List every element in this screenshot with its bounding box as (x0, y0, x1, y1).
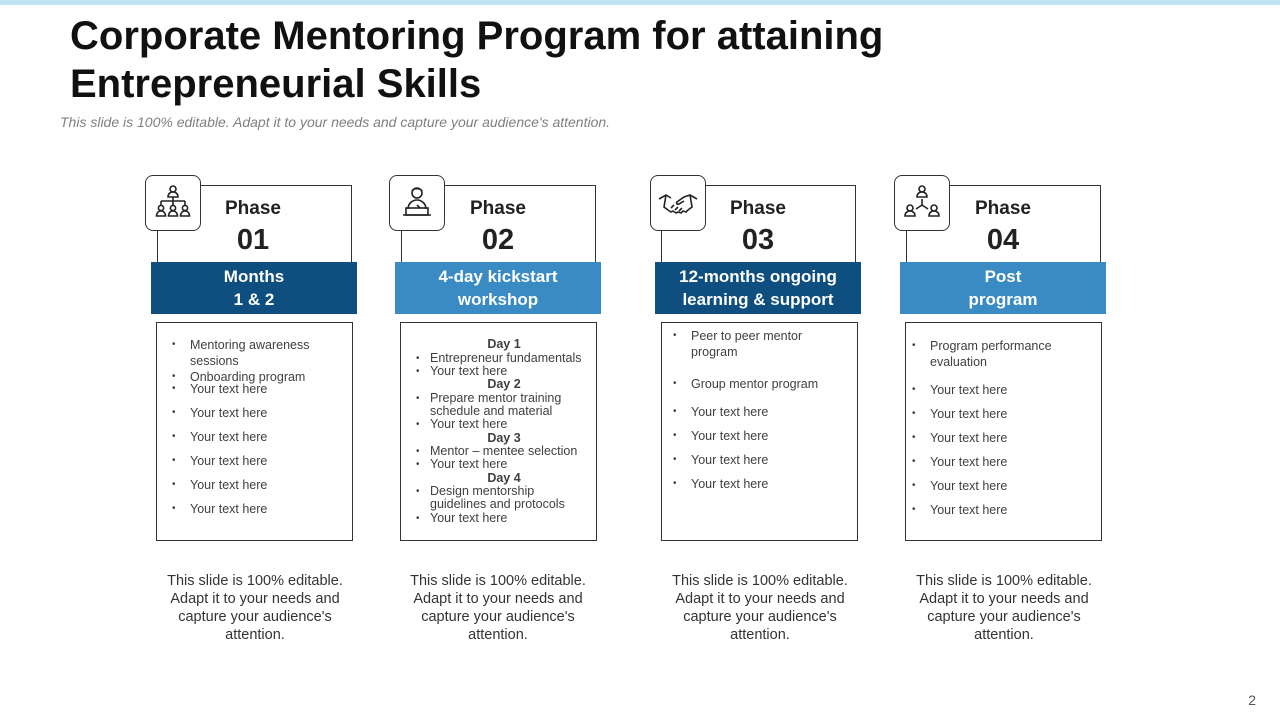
day-item: • Mentor – mentee selection (430, 445, 577, 458)
phase-description: This slide is 100% editable. Adapt it to your needs and capture your audience's attention. (167, 573, 343, 643)
bullet-item: • Your text here (190, 405, 267, 421)
banner-line-1: 4-day kickstart (438, 267, 558, 286)
banner-line-1: Post (984, 267, 1022, 286)
bullet-item: • Peer to peer mentor program (691, 328, 831, 360)
phase-icon-box (894, 175, 950, 231)
day-item: • Your text here (430, 512, 507, 525)
bullet-item: • Your text here (190, 381, 267, 397)
day-title: Day 1 (487, 337, 521, 351)
phase-number: 01 (236, 224, 270, 256)
bullet-item: • Your text here (930, 382, 1007, 398)
slide-title-line-2: Entrepreneurial Skills (70, 62, 482, 106)
bullet-item: • Your text here (190, 453, 267, 469)
banner-line-2: learning & support (682, 290, 834, 309)
banner-line-2: workshop (457, 290, 539, 309)
phase-number: 04 (986, 224, 1020, 256)
phase-description: This slide is 100% editable. Adapt it to your needs and capture your audience's attention. (410, 573, 586, 643)
bullet-item: • Group mentor program (691, 376, 818, 392)
bullet-item: • Your text here (930, 406, 1007, 422)
bullet-item: • Your text here (190, 429, 267, 445)
banner-line-1: Months (223, 267, 285, 286)
bullet-item: • Your text here (691, 428, 768, 444)
bullet-item: • Your text here (691, 476, 768, 492)
phase-icon-box (389, 175, 445, 231)
bullet-item: • Your text here (930, 478, 1007, 494)
bullet-item: • Your text here (930, 502, 1007, 518)
bullet-item: • Mentoring awareness sessions (190, 337, 330, 369)
day-item: • Entrepreneur fundamentals (430, 352, 581, 365)
day-item: • Design mentorship guidelines and protocols (430, 485, 580, 511)
day-title: Day 2 (487, 377, 521, 391)
network-people-icon (902, 183, 942, 223)
bullet-item: • Your text here (190, 501, 267, 517)
slide-subtitle: This slide is 100% editable. Adapt it to your needs and capture your audience's attention. (60, 114, 611, 130)
phase-description: This slide is 100% editable. Adapt it to your needs and capture your audience's attention. (916, 573, 1092, 643)
phase-label: Phase (470, 198, 526, 219)
phase-label: Phase (975, 198, 1031, 219)
banner-line-2: program (968, 290, 1038, 309)
phase-banner (900, 262, 1106, 314)
day-item: • Your text here (430, 365, 507, 378)
slide-title (70, 12, 1070, 108)
top-accent-bar (0, 0, 1280, 5)
bullet-item: • Your text here (691, 404, 768, 420)
banner-line-2: 1 & 2 (233, 290, 275, 309)
phase-banner (655, 262, 861, 314)
day-title: Day 3 (487, 431, 521, 445)
day-item: • Your text here (430, 418, 507, 431)
phase-banner (151, 262, 357, 314)
day-item: • Prepare mentor training schedule and material (430, 392, 580, 418)
day-item: • Your text here (430, 458, 507, 471)
phase-description: This slide is 100% editable. Adapt it to your needs and capture your audience's attention. (672, 573, 848, 643)
org-chart-icon (153, 183, 193, 223)
banner-line-1: 12-months ongoing (679, 267, 837, 286)
bullet-item: • Your text here (930, 430, 1007, 446)
phase-label: Phase (730, 198, 786, 219)
bullet-item: • Program performance evaluation (930, 338, 1080, 370)
phase-banner (395, 262, 601, 314)
phase-number: 02 (481, 224, 515, 256)
bullet-item: • Your text here (930, 454, 1007, 470)
phase-number: 03 (741, 224, 775, 256)
day-title: Day 4 (487, 471, 521, 485)
handshake-icon (657, 183, 699, 223)
bullet-item: • Your text here (190, 477, 267, 493)
phase-icon-box (145, 175, 201, 231)
phase-icon-box (650, 175, 706, 231)
phase-label: Phase (225, 198, 281, 219)
page-number: 2 (1248, 692, 1256, 708)
speaker-podium-icon (397, 183, 437, 223)
bullet-item: • Onboarding program (190, 369, 305, 385)
slide-title-line-1: Corporate Mentoring Program for attaining (70, 14, 884, 58)
bullet-item: • Your text here (691, 452, 768, 468)
